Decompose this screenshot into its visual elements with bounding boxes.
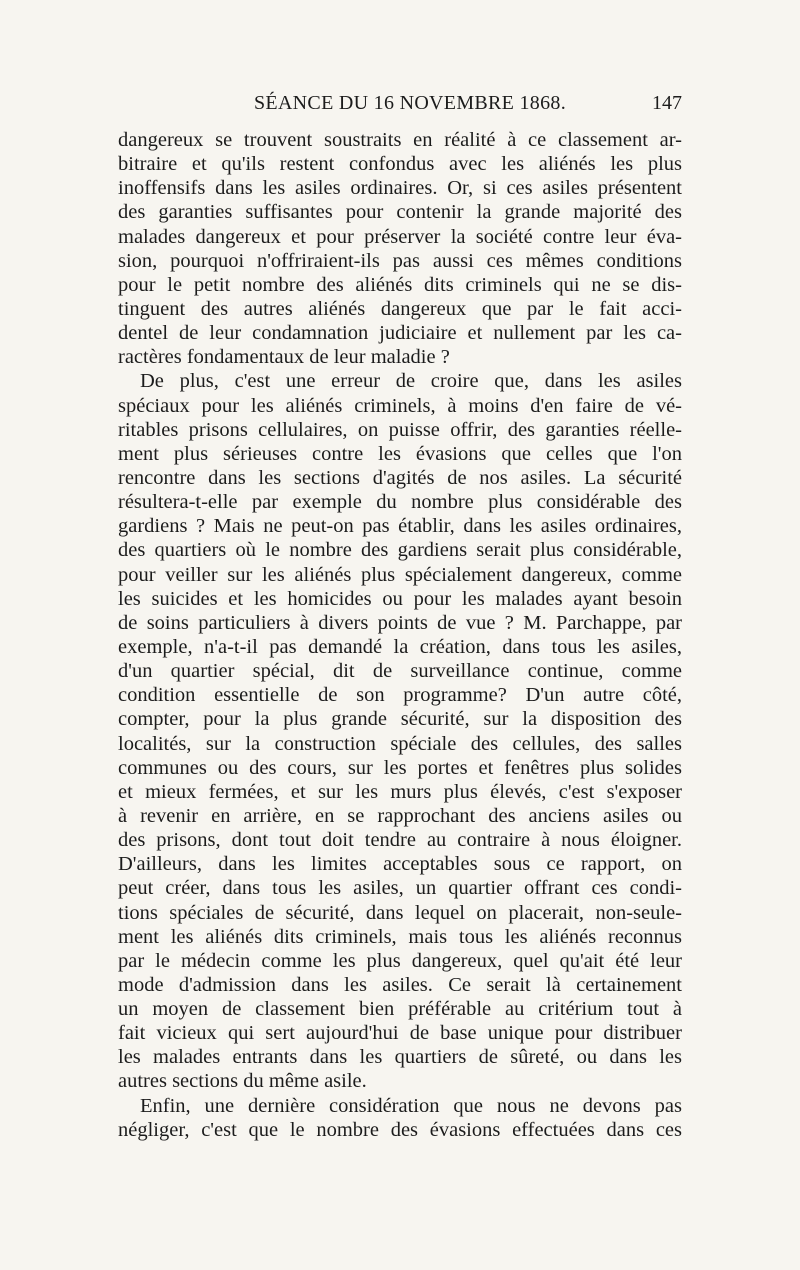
text-line: ment plus sérieuses contre les évasions que celles que l'on [118,442,682,465]
text-line: bitraire et qu'ils restent confondus avec les aliénés les plus [118,153,682,176]
text-line: autres sections du même asile. [118,1070,367,1093]
paragraph-start-line: De plus, c'est une erreur de croire que, dans les asiles [140,370,682,393]
page-number: 147 [652,92,682,114]
text-line: rencontre dans les sections d'agités de nos asiles. La sécurité [118,466,682,489]
text-line: gardiens ? Mais ne peut-on pas établir, dans les asiles ordinaires, [118,515,682,538]
text-line: inoffensifs dans les asiles ordinaires. Or, si ces asiles présentent [118,177,682,200]
paragraph-start-line: Enfin, une dernière considération que nous ne devons pas [140,1094,682,1117]
text-line: ritables prisons cellulaires, on puisse offrir, des garanties réelle- [118,418,682,441]
body-text [118,128,682,1142]
text-line: des quartiers où le nombre des gardiens serait plus considérable, [118,539,682,562]
text-line: ment les aliénés dits criminels, mais tous les aliénés reconnus [118,925,682,948]
text-line: peut créer, dans tous les asiles, un quartier offrant ces condi- [118,877,682,900]
text-line: malades dangereux et pour préserver la société contre leur éva- [118,225,682,248]
text-line: mode d'admission dans les asiles. Ce serait là certainement [118,973,682,996]
text-line: négliger, c'est que le nombre des évasions effectuées dans ces [118,1118,682,1141]
text-line: de soins particuliers à divers points de vue ? M. Parchappe, par [118,611,682,634]
text-line: à revenir en arrière, en se rapprochant des anciens asiles ou [118,804,682,827]
text-line: dentel de leur condamnation judiciaire et nullement par les ca- [118,322,682,345]
text-line: condition essentielle de son programme? D'un autre côté, [118,684,682,707]
text-line: les suicides et les homicides ou pour les malades ayant besoin [118,587,682,610]
text-line: tions spéciales de sécurité, dans lequel on placerait, non-seule- [118,901,682,924]
text-line: dangereux se trouvent soustraits en réalité à ce classement ar- [118,129,682,151]
text-line: tinguent des autres aliénés dangereux que par le fait acci- [118,297,682,320]
text-line: et mieux fermées, et sur les murs plus élevés, c'est s'exposer [118,780,682,803]
text-line: pour le petit nombre des aliénés dits criminels qui ne se dis- [118,273,682,296]
text-line: spéciaux pour les aliénés criminels, à moins d'en faire de vé- [118,394,682,417]
running-title: SÉANCE DU 16 NOVEMBRE 1868. [254,92,566,114]
text-line: des prisons, dont tout doit tendre au contraire à nous éloigner. [118,829,682,852]
text-line: des garanties suffisantes pour contenir la grande majorité des [118,201,682,224]
page-header [118,92,682,122]
text-line: D'ailleurs, dans les limites acceptables sous ce rapport, on [118,853,682,876]
text-line: localités, sur la construction spéciale des cellules, des salles [118,732,682,755]
text-line: ractères fondamentaux de leur maladie ? [118,346,450,369]
text-line: les malades entrants dans les quartiers de sûreté, ou dans les [118,1046,682,1069]
text-line: un moyen de classement bien préférable au critérium tout à [118,998,682,1021]
text-line: résultera-t-elle par exemple du nombre plus considérable des [118,491,682,514]
text-line: par le médecin comme les plus dangereux, quel qu'ait été leur [118,949,682,972]
text-line: d'un quartier spécial, dit de surveillance continue, comme [118,660,682,683]
text-line: pour veiller sur les aliénés plus spécialement dangereux, comme [118,563,682,586]
text-line: communes ou des cours, sur les portes et fenêtres plus solides [118,756,682,779]
text-line: fait vicieux qui sert aujourd'hui de base unique pour distribuer [118,1022,682,1045]
text-line: sion, pourquoi n'offriraient-ils pas aussi ces mêmes conditions [118,249,682,272]
text-line: exemple, n'a-t-il pas demandé la création, dans tous les asiles, [118,635,682,658]
text-line: compter, pour la plus grande sécurité, sur la disposition des [118,708,682,731]
